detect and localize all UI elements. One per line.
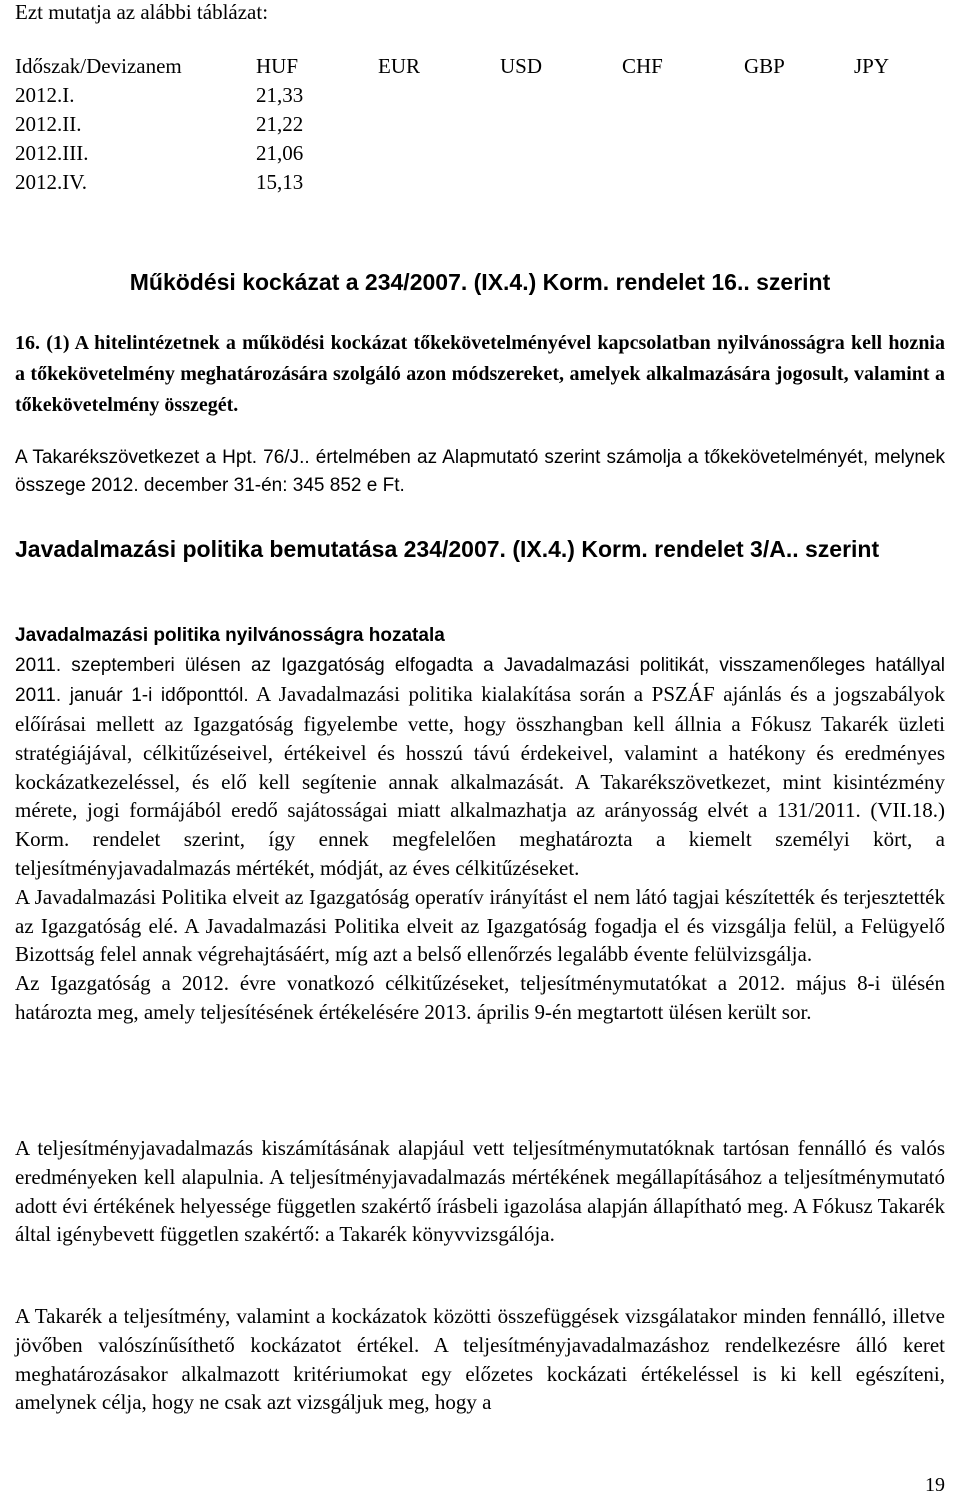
page-number: 19 [925, 1474, 945, 1496]
policy-design-text: A Javadalmazási politika kialakítása során a PSZÁF ajánlás és a jogszabályok előírásai mellett az Igazgatóság figyelembe vette, hogy összhangban kell állnia a Fókusz Takarék üzleti stratégiájával, célkitűzéseivel, értékeivel és hosszú távú érdekeivel, valamint a hatékony és eredményes kockázatkezeléssel, és elő kell segítenie annak alkalmazását. A Takarékszövetkezet, mint kisintézmény mérete, jogi formájából eredő sajátosságai miatt alkalmazhatja az arányosság elvét a 131/2011. (VII.18.) Korm. rendelet szerint, így ennek megfelelően meghatározta a kiemelt személyi kört, a teljesítményjavadalmazás mértékét, módját, az éves célkitűzéseket. [15, 682, 945, 880]
remuneration-policy-title: Javadalmazási politika bemutatása 234/2007. (IX.4.) Korm. rendelet 3/A.. szerint [15, 536, 880, 562]
performance-pay-paragraph: A teljesítményjavadalmazás kiszámításának alapjául vett teljesítménymutatóknak tartósan fennálló és valós eredményeken kell alapulnia. A teljesítményjavadalmazás mértékének megállapításához a teljesítménymutató adott évi értékének helyessége független szakértő írásbeli igazolása alapján állapítható meg. A Fókusz Takarék által igénybevett független szakértő: a Takarék könyvvizsgálója. [15, 1136, 945, 1247]
table-row [15, 168, 914, 197]
exchange-rate-table [15, 52, 914, 197]
operational-risk-paragraph: 16. (1) A hitelintézetnek a működési kockázat tőkekövetelményével kapcsolatban nyilvánosságra kell hoznia a tőkekövetelmény meghatározására szolgáló azon módszereket, amelyek alkalmazására jogosult, valamint a tőkekövetelmény összegét. [15, 332, 945, 416]
row-huf-value: 21,33 [256, 83, 304, 107]
operational-risk-title: Működési kockázat a 234/2007. (IX.4.) Korm. rendelet 16.. szerint [129, 269, 831, 295]
remuneration-disclosure-subtitle: Javadalmazási politika nyilvánosságra hozatala [15, 625, 445, 646]
capital-requirement-paragraph: A Takarékszövetkezet a Hpt. 76/J.. értelmében az Alapmutató szerint számolja a tőkekövetelményét, melynek összege 2012. december 31-én: 345 852 e Ft. [15, 447, 945, 496]
header-period-currency: Időszak/Devizanem [15, 54, 182, 78]
header-chf: CHF [622, 54, 663, 78]
table-row [15, 81, 914, 110]
intro-text: Ezt mutatja az alábbi táblázat: [15, 0, 269, 24]
adoption-paragraph [15, 652, 945, 883]
remuneration-policy-body [15, 652, 945, 1027]
performance-targets-paragraph: Az Igazgatóság a 2012. évre vonatkozó célkitűzéseket, teljesítménymutatókat a 2012. május 8-i ülésén határozta meg, amely teljesítésének értékelésére 2013. április 9-én megtartott ülésen került sor. [15, 971, 945, 1024]
row-period: 2012.II. [15, 112, 82, 136]
table-row [15, 110, 914, 139]
row-period: 2012.I. [15, 83, 75, 107]
row-huf-value: 15,13 [256, 170, 304, 194]
row-period: 2012.III. [15, 141, 89, 165]
row-huf-value: 21,06 [256, 141, 304, 165]
header-gbp: GBP [744, 54, 785, 78]
header-usd: USD [500, 54, 543, 78]
policy-principles-paragraph: A Javadalmazási Politika elveit az Igazgatóság operatív irányítást el nem látó tagjai készítették és terjesztették az Igazgatóság elé. A Javadalmazási Politika elveit az Igazgatóság fogadja el és vizsgálja felül, a Felügyelő Bizottság felel annak végrehajtásáért, míg azt a belső ellenőrzés legalább évente felülvizsgálja. [15, 884, 945, 967]
row-period: 2012.IV. [15, 170, 87, 194]
header-jpy: JPY [854, 54, 890, 78]
header-huf: HUF [256, 54, 299, 78]
table-header-row [15, 52, 914, 81]
adoption-sentence: 2011. szeptemberi ülésen az Igazgatóság elfogadta a Javadalmazási politikát, visszamenőleges hatállyal 2011. január 1-i időponttól. [15, 655, 945, 706]
risk-evaluation-paragraph: A Takarék a teljesítmény, valamint a kockázatok közötti összefüggések vizsgálatakor minden fennálló, illetve jövőben valószínűsíthető kockázatot értékel. A teljesítményjavadalmazáshoz rendelkezésre álló keret meghatározásakor alkalmazott kritériumokat egy előzetes kockázati értékeléssel is ki kell egészíteni, amelynek célja, hogy ne csak azt vizsgáljuk meg, hogy a [15, 1304, 945, 1415]
header-eur: EUR [378, 54, 420, 78]
table-row [15, 139, 914, 168]
row-huf-value: 21,22 [256, 112, 304, 136]
